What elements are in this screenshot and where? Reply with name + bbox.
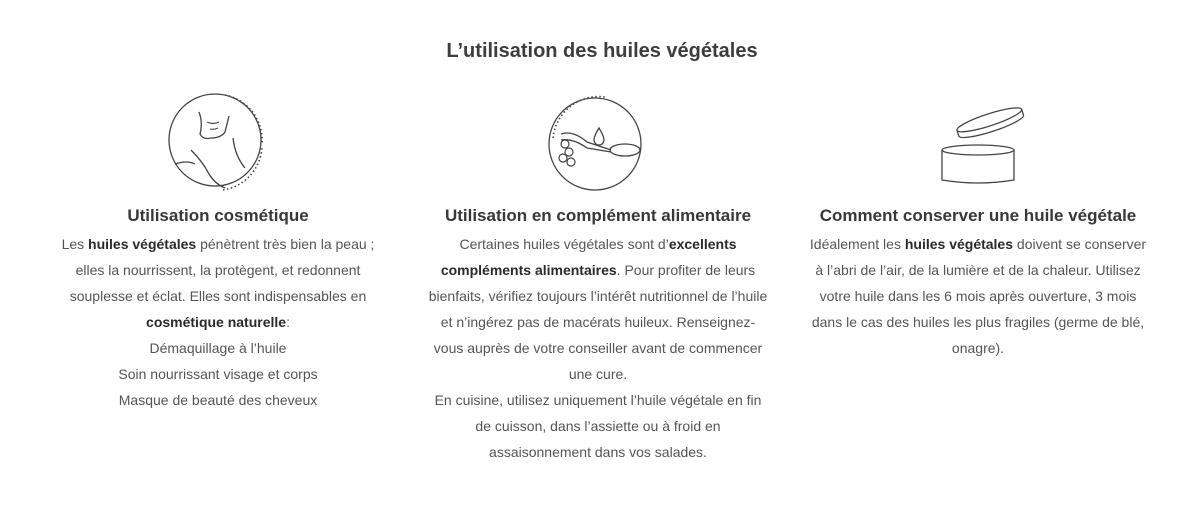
section-body: Idéalement les huiles végétales doivent se conserver à l’abri de l’air, de la lumière et de la chaleur. Utilisez votre huile dans les 6 mois après ouverture, 3 mois dans le cas des huiles les plus fragiles (germe de blé, onagre).	[809, 236, 1147, 356]
neck-skin-icon	[163, 92, 273, 194]
page-title: L’utilisation des huiles végétales	[446, 40, 758, 62]
section-body: Certaines huiles végétales sont d’excellents compléments alimentaires. Pour profiter de leurs bienfaits, vérifiez toujours l’intérêt nutritionnel de l’huile et n’ingérez pas de macérats huileux. Renseignez-vous auprès de votre conseiller avant de commencer une cure. En cuisine, utilisez uniquement l’huile végétale en fin de cuisson, dans l’assiette ou à froid en assaisonnement dans vos salades.	[428, 231, 768, 465]
spoon-drop-icon	[543, 92, 653, 194]
section-body: Les huiles végétales pénètrent très bien la peau ; elles la nourrissent, la protègent, et redonnent souplesse et éclat. Elles sont indispensables en cosmétique naturelle: Démaquillage à l’huile Soin nourrissant visage et corps Masque de beauté des cheveux	[48, 231, 388, 413]
list-item: Soin nourrissant visage et corps	[118, 366, 318, 382]
section-heading: Utilisation cosmétique	[127, 206, 309, 225]
open-jar-icon	[923, 92, 1033, 194]
section-cosmetic-use	[48, 92, 388, 413]
list-item: Démaquillage à l’huile	[149, 340, 287, 356]
section-food-supplement	[428, 92, 768, 465]
section-heading: Comment conserver une huile végétale	[819, 206, 1137, 225]
section-storage	[808, 92, 1148, 361]
list-item: En cuisine, utilisez uniquement l’huile végétale en fin de cuisson, dans l’assiette ou à froid en assaisonnement dans vos salades.	[434, 392, 762, 460]
section-heading: Utilisation en complément alimentaire	[444, 206, 752, 225]
list-item: Masque de beauté des cheveux	[118, 392, 318, 408]
